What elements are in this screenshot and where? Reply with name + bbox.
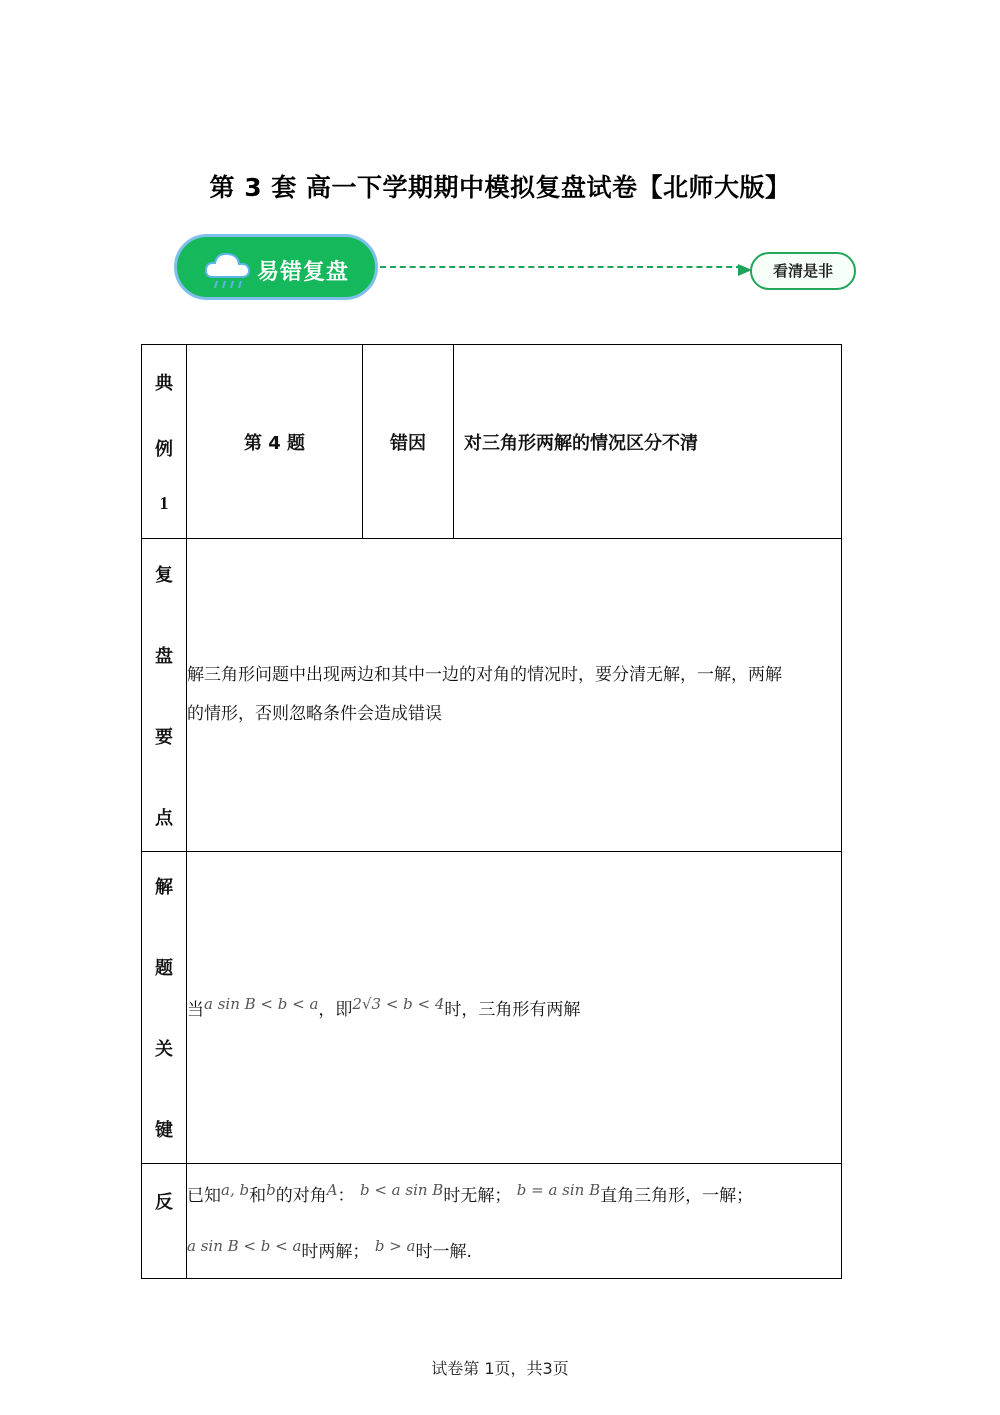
- text: ，即: [318, 1000, 353, 1020]
- review-line: 解三角形问题中出现两边和其中一边的对角的情况时，要分清无解，一解，两解: [187, 665, 782, 685]
- text: 和: [249, 1186, 267, 1206]
- math-expression: b = a sin B: [516, 1181, 601, 1199]
- side-char: 例: [155, 439, 173, 460]
- text: 时两解；: [301, 1242, 370, 1262]
- math-expression: a sin B < b < a: [204, 995, 319, 1013]
- math-expression: 2√3 < b < 4: [352, 995, 445, 1013]
- reflect-text: [187, 1164, 842, 1279]
- page-title: 第 3 套 高一下学期期中模拟复盘试卷【北师大版】: [209, 173, 791, 202]
- cause-label: 错因: [363, 345, 454, 539]
- pill-label: 看清是非: [750, 252, 856, 290]
- reflect-line: [187, 1165, 841, 1221]
- side-char: 关: [155, 1039, 173, 1060]
- text: 的对角: [275, 1186, 327, 1206]
- side-char: 复: [155, 564, 173, 586]
- key-points: [187, 852, 842, 1164]
- side-char: 反: [155, 1192, 173, 1213]
- reflect-line: [187, 1221, 841, 1277]
- connector-dashed-line: [380, 266, 742, 268]
- badge-label: 易错复盘: [257, 260, 350, 285]
- text: ：: [337, 1186, 355, 1206]
- row-header-reflect: [142, 1164, 187, 1279]
- text: 当: [187, 1000, 204, 1020]
- row-header-review: [142, 539, 187, 852]
- math-expression: b < a sin B: [359, 1181, 444, 1199]
- cloud-rain-icon: [203, 247, 253, 295]
- side-char: 1: [159, 493, 169, 513]
- text: 时无解；: [443, 1186, 512, 1206]
- math-expression: b > a: [374, 1237, 416, 1255]
- row-header-example: [142, 345, 187, 539]
- cause-text: 对三角形两解的情况区分不清: [454, 345, 842, 539]
- math-expression: b: [266, 1181, 276, 1199]
- table-row: [142, 1164, 842, 1279]
- table-row: [142, 345, 842, 539]
- text: 已知: [187, 1186, 221, 1206]
- text: 直角三角形，一解；: [600, 1186, 754, 1206]
- text: 时，三角形有两解: [444, 1000, 581, 1020]
- review-line: 的情形，否则忽略条件会造成错误: [187, 704, 442, 724]
- side-char: 点: [155, 807, 173, 829]
- section-badge: [174, 234, 378, 300]
- review-table: [141, 344, 842, 1279]
- side-char: 盘: [155, 645, 173, 667]
- review-points: [187, 539, 842, 852]
- table-row: [142, 539, 842, 852]
- side-char: 要: [155, 726, 173, 748]
- math-expression: a, b: [221, 1181, 250, 1199]
- math-expression: a sin B < b < a: [187, 1237, 302, 1255]
- math-expression: A: [326, 1181, 338, 1199]
- side-char: 键: [155, 1120, 173, 1141]
- text: 时一解.: [415, 1242, 472, 1262]
- row-header-key: [142, 852, 187, 1164]
- page-footer: 试卷第 1页，共3页: [431, 1359, 569, 1378]
- side-char: 解: [155, 877, 173, 898]
- question-number: 第 4 题: [187, 345, 363, 539]
- side-char: 题: [155, 958, 173, 979]
- table-row: [142, 852, 842, 1164]
- side-char: 典: [155, 373, 173, 394]
